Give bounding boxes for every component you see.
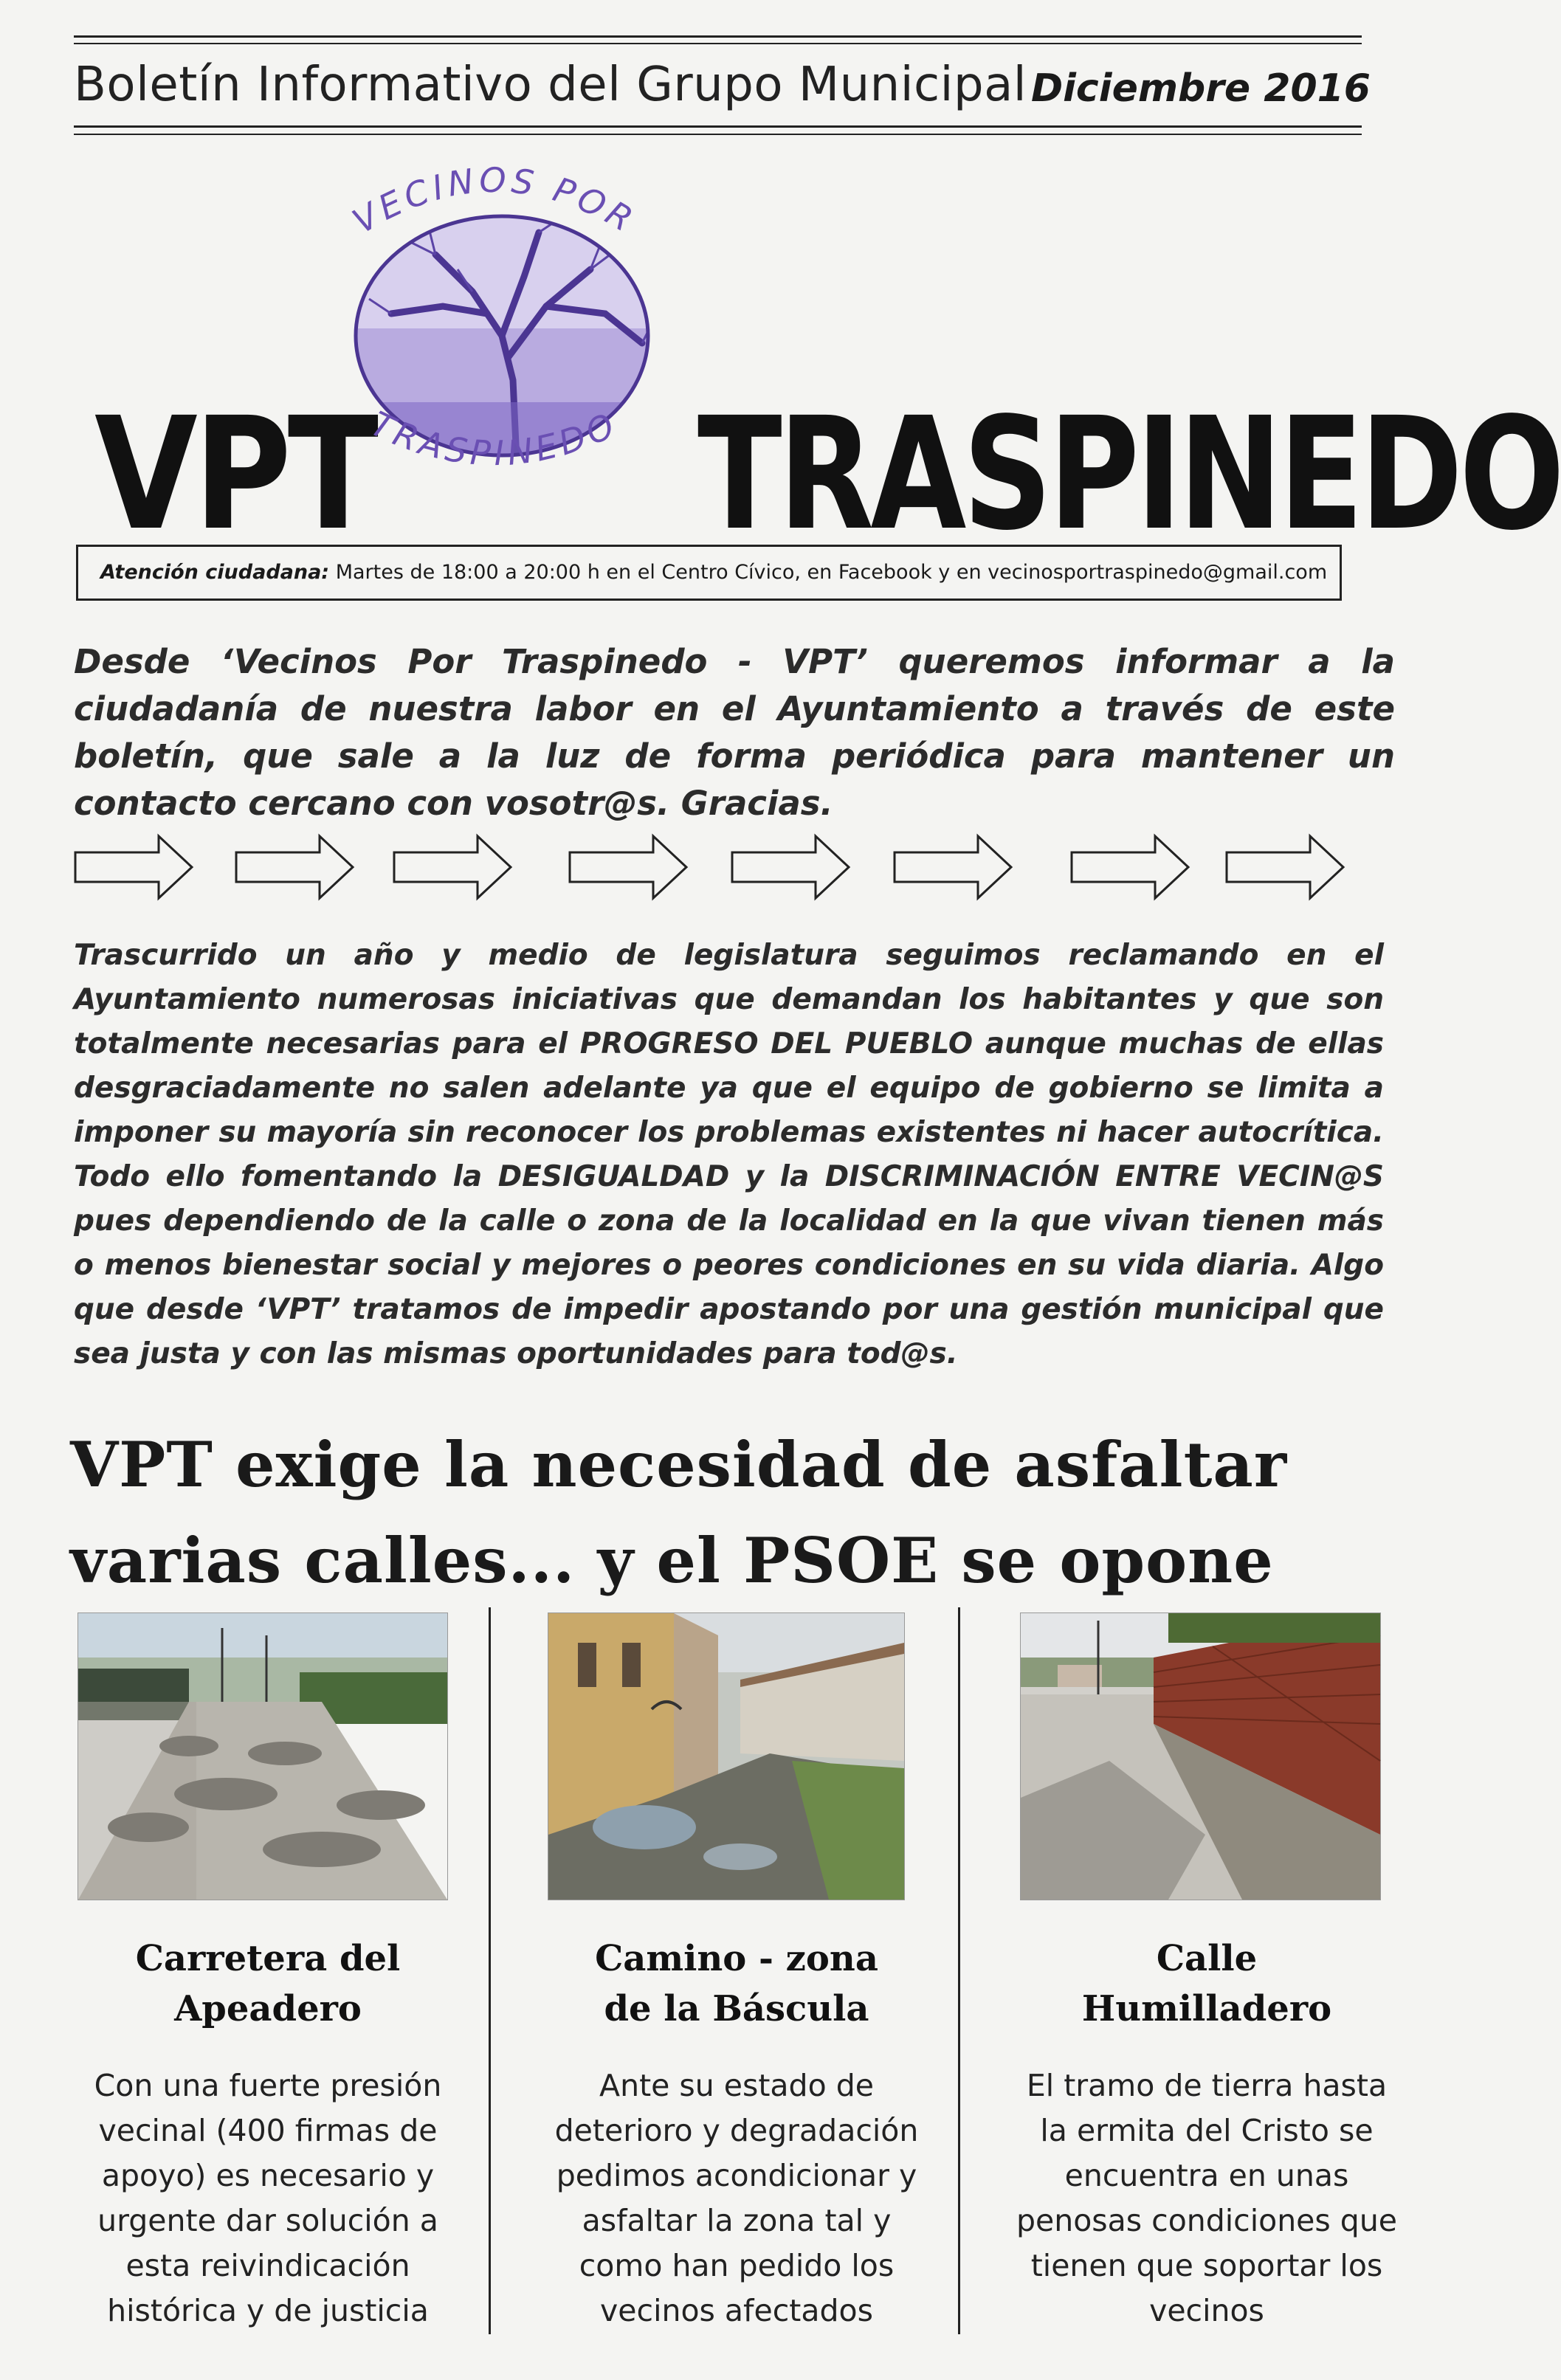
column-bascula bbox=[545, 1612, 928, 2334]
header-top-rule-2 bbox=[74, 43, 1362, 44]
right-arrow-icon bbox=[236, 836, 353, 898]
column-text-bascula: Ante su estado de deterioro y degradación pedimos acondicionar y asfaltar la zona tal y como han pedido los vecinos afectados bbox=[554, 2068, 919, 2328]
tree-logo-icon bbox=[325, 159, 664, 513]
column-title-humilladero bbox=[1015, 1934, 1399, 2034]
column-text-humilladero: El tramo de tierra hasta la ermita del Cristo se encuentra en unas penosas condiciones que tienen que soportar los vecinos bbox=[1016, 2068, 1398, 2328]
column-title-apeadero bbox=[76, 1934, 460, 2034]
right-arrow-icon bbox=[570, 836, 686, 898]
attention-text: Martes de 18:00 a 20:00 h en el Centro Cívico, en Facebook y en vecinosportraspinedo@gmail.com bbox=[329, 561, 1328, 584]
right-arrow-icon bbox=[394, 836, 511, 898]
main-headline bbox=[70, 1417, 1413, 1609]
photo-humilladero bbox=[1020, 1612, 1381, 1900]
photo-bascula bbox=[548, 1612, 905, 1900]
column-text-apeadero: Con una fuerte presión vecinal (400 firmas de apoyo) es necesario y urgente dar solución a esta reivindicación histórica y de justicia bbox=[94, 2068, 442, 2328]
header-bottom-rule-1 bbox=[74, 125, 1362, 128]
header-top-rule-1 bbox=[74, 35, 1362, 38]
arrow-row bbox=[74, 830, 1395, 904]
right-arrow-icon bbox=[1072, 836, 1188, 898]
masthead-traspinedo: TRASPINEDO bbox=[697, 384, 1561, 565]
right-arrow-icon bbox=[75, 836, 192, 898]
right-arrow-icon bbox=[895, 836, 1011, 898]
masthead-vpt: VPT bbox=[94, 384, 375, 565]
logo-top-text: VECINOS POR bbox=[345, 159, 644, 242]
newsletter-title: Boletín Informativo del Grupo Municipal bbox=[74, 58, 1027, 112]
column-apeadero bbox=[76, 1612, 460, 2334]
intro-paragraph: Desde ‘Vecinos Por Traspinedo - VPT’ queremos informar a la ciudadanía de nuestra labor en el Ayuntamiento a través de este boletín, que sale a la luz de forma periódica para mantener un contacto cercano con vosotr@s. Gracias. bbox=[74, 642, 1395, 823]
right-arrow-icon bbox=[1227, 836, 1343, 898]
column-title-bascula bbox=[545, 1934, 928, 2034]
attention-label: Atención ciudadana: bbox=[100, 561, 330, 584]
title-line: de la Báscula bbox=[604, 1988, 869, 2029]
body-paragraph: Trascurrido un año y medio de legislatura seguimos reclamando en el Ayuntamiento numerosas iniciativas que demandan los habitantes y que son totalmente necesarias para el PROGRESO DEL PUEBLO aunque muchas de ellas desgraciadamente no salen adelante ya que el equipo de gobierno se limita a imponer su mayoría sin reconocer los problemas existentes ni hacer autocrítica. Todo ello fomentando la DESIGUALDAD y la DISCRIMINACIÓN ENTRE VECIN@S pues dependiendo de la calle o zona de la localidad en la que vivan tienen más o menos bienestar social y mejores o peores condiciones en su vida diaria. Algo que desde ‘VPT’ tratamos de impedir apostando por una gestión municipal que sea justa y con las mismas oportunidades para tod@s. bbox=[74, 939, 1384, 1370]
headline-line-2: varias calles... y el PSOE se opone bbox=[70, 1524, 1274, 1597]
title-line: Humilladero bbox=[1081, 1988, 1332, 2029]
newsletter-date: Diciembre 2016 bbox=[1030, 66, 1371, 111]
photo-apeadero bbox=[77, 1612, 448, 1900]
column-divider-2 bbox=[958, 1607, 960, 2334]
right-arrow-icon bbox=[732, 836, 849, 898]
attention-box bbox=[76, 545, 1342, 601]
title-line: Apeadero bbox=[174, 1988, 362, 2029]
logo-bottom-text: TRASPINEDO bbox=[365, 403, 624, 474]
title-line: Carretera del bbox=[135, 1938, 401, 1979]
title-line: Camino - zona bbox=[595, 1938, 878, 1979]
headline-line-1: VPT exige la necesidad de asfaltar bbox=[70, 1428, 1288, 1501]
column-humilladero bbox=[1015, 1612, 1399, 2334]
column-divider-1 bbox=[489, 1607, 491, 2334]
vpt-logo bbox=[325, 159, 664, 513]
header-bottom-rule-2 bbox=[74, 134, 1362, 135]
title-line: Calle bbox=[1156, 1938, 1258, 1979]
